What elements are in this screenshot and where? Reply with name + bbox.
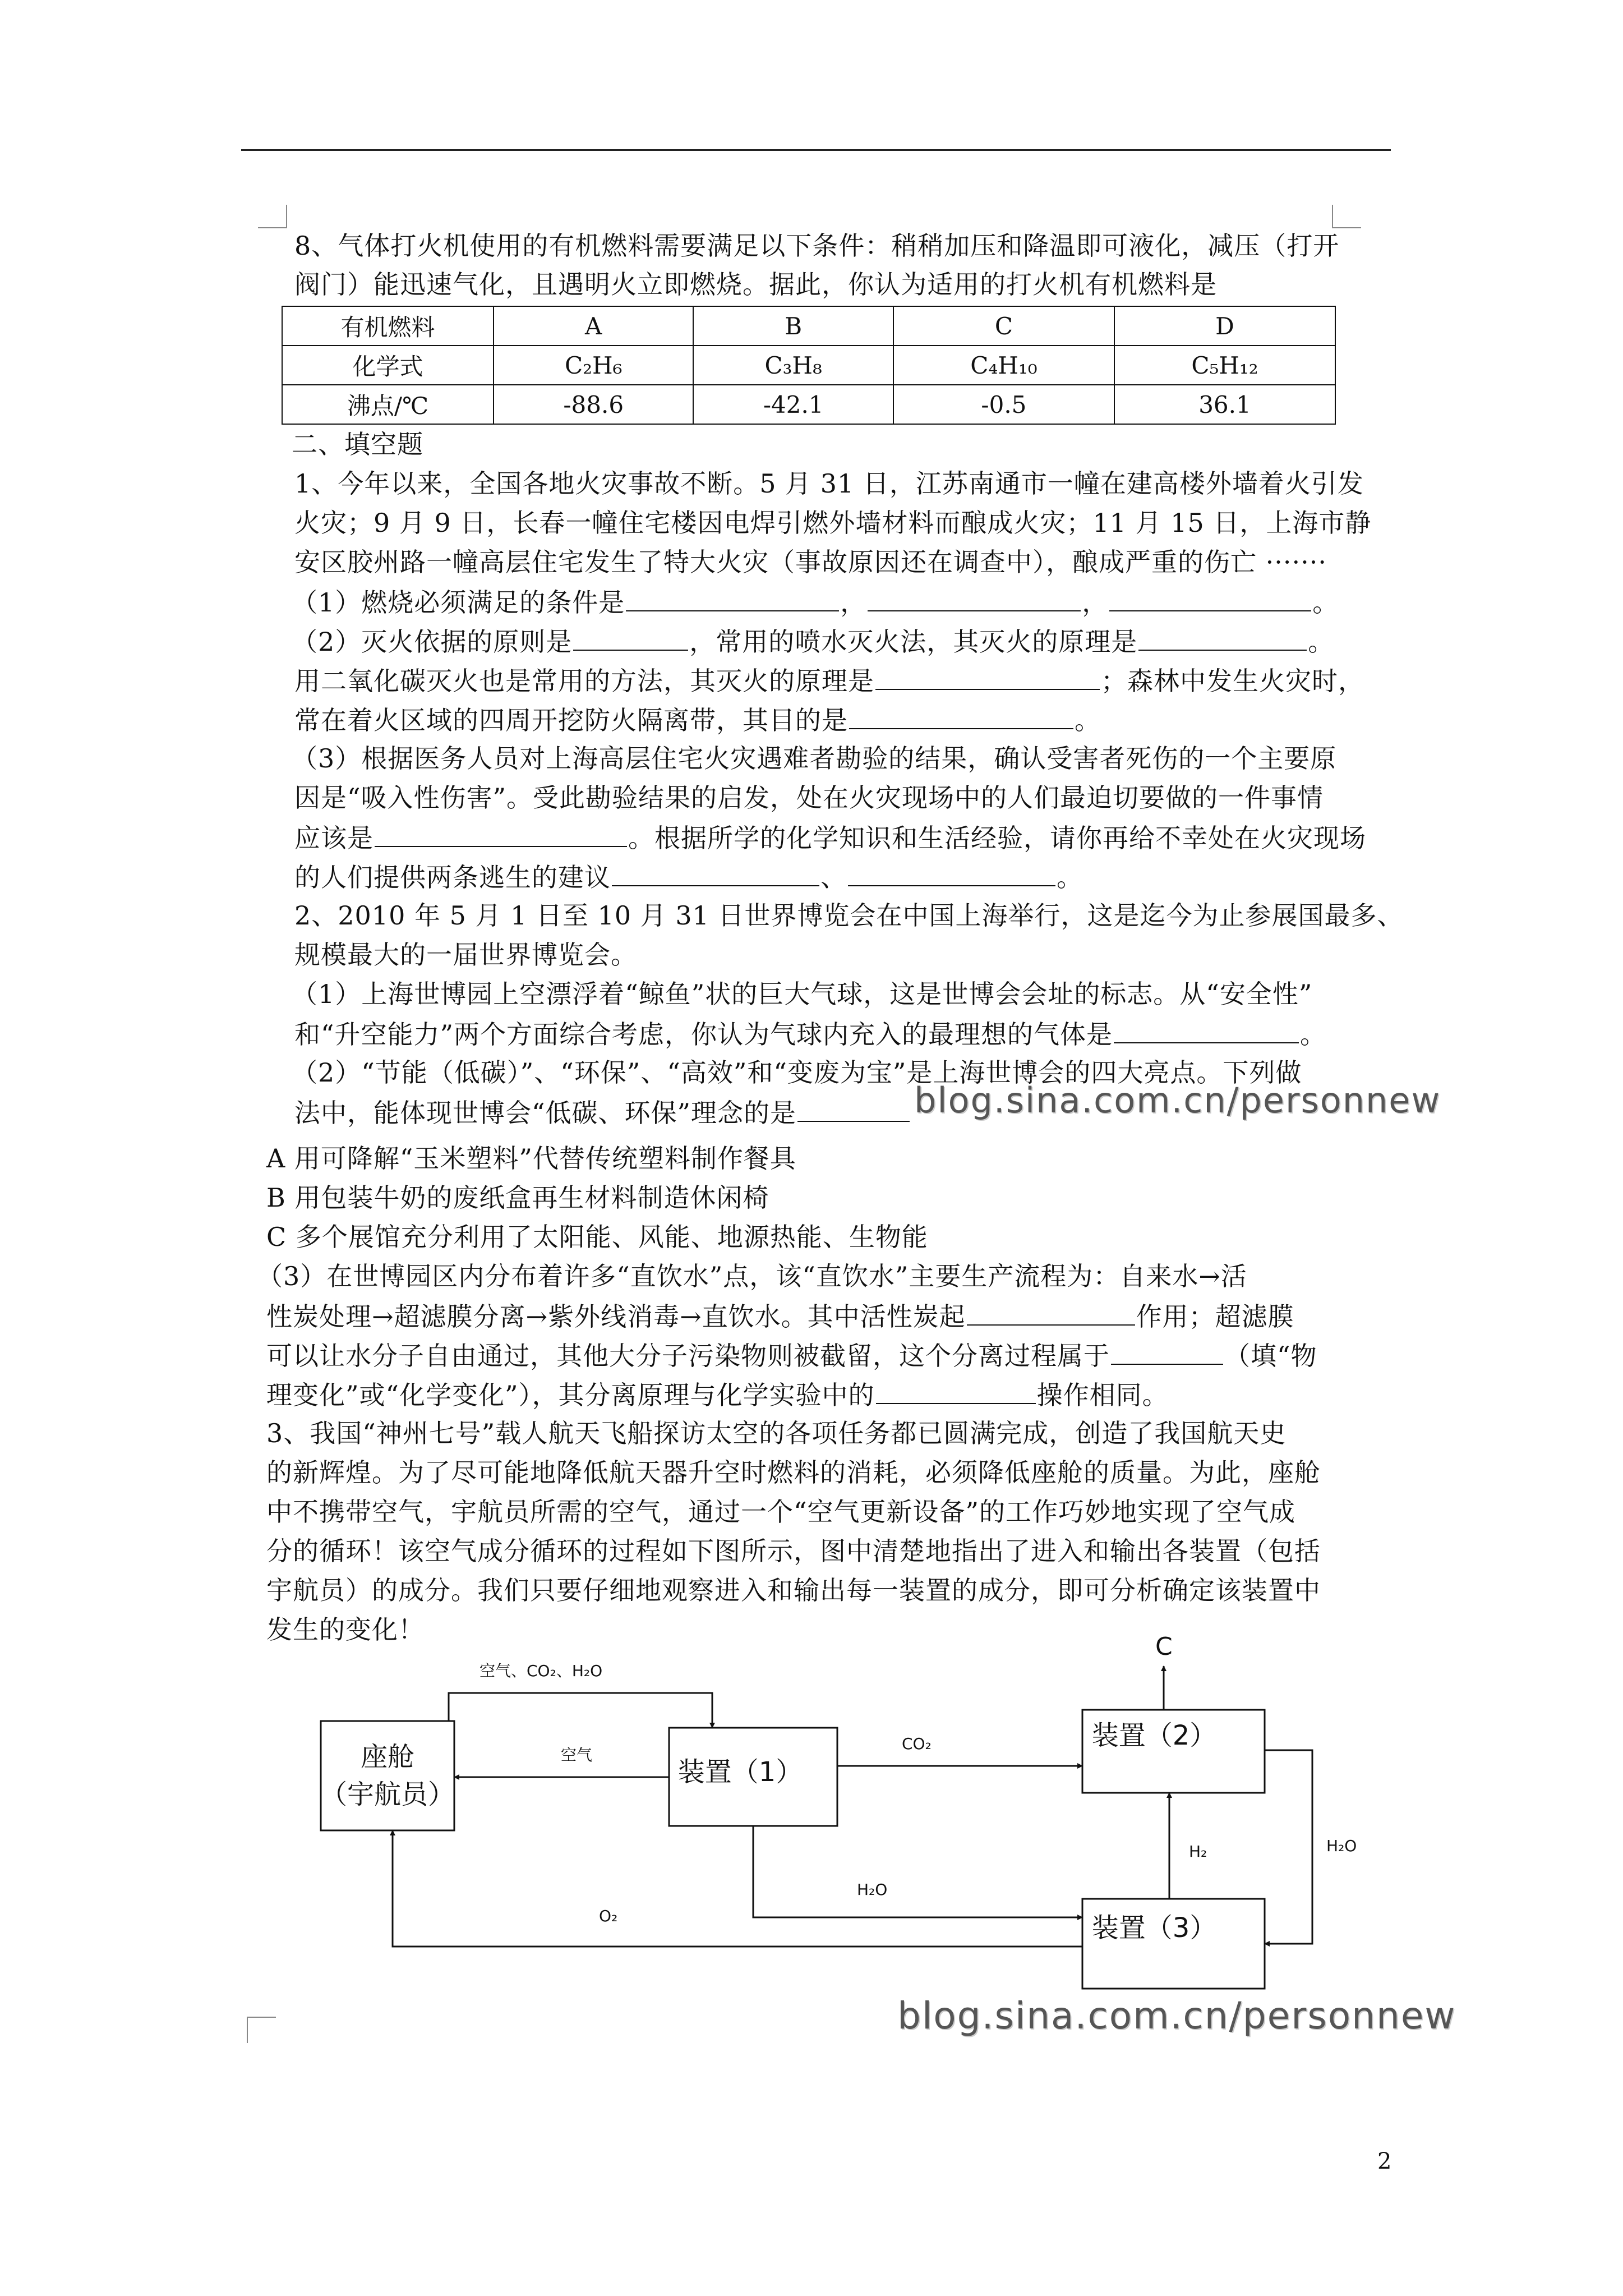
q2-part2-text: 法中，能体现世博会“低碳、环保”理念的是 [294, 1098, 797, 1128]
cabin-label-astronaut: （宇航员） [320, 1779, 455, 1810]
table-cell: -42.1 [693, 385, 893, 424]
flow-arrow [449, 1693, 712, 1728]
table-cell: D [1114, 306, 1335, 346]
q2-part2-line-1: （2）“节能（低碳）”、“环保”、“高效”和“变废为宝”是上海世博会的四大亮点。下列做 [292, 1057, 1302, 1088]
q8-line-2: 阀门）能迅速气化，且遇明火立即燃烧。据此，你认为适用的打火机有机燃料是 [294, 269, 1217, 300]
table-cell: 化学式 [282, 346, 494, 385]
cabin-label: 座舱 [360, 1741, 415, 1773]
q2-part3-text: 性炭处理→超滤膜分离→紫外线消毒→直饮水。其中活性炭起 [266, 1301, 966, 1332]
comma: ， [1082, 587, 1109, 618]
q1-part1-text: （1）燃烧必须满足的条件是 [292, 587, 625, 618]
option-c: C 多个展馆充分利用了太阳能、风能、地源热能、生物能 [266, 1222, 928, 1252]
q2-part1-line-1: （1）上海世博园上空漂浮着“鲸鱼”状的巨大气球，这是世博会会址的标志。从“安全性” [292, 979, 1313, 1009]
cabin-box [321, 1721, 454, 1830]
section-title: 二、填空题 [292, 429, 423, 459]
table-cell: -0.5 [893, 385, 1114, 424]
q2-part3-line-1: （3）在世博园区内分布着许多“直饮水”点，该“直饮水”主要生产流程为：自来水→活 [257, 1261, 1247, 1291]
q1-part2-text: 常在着火区域的四周开挖防火隔离带，其目的是 [294, 705, 848, 735]
q3-line-3: 中不携带空气，宇航员所需的空气，通过一个“空气更新设备”的工作巧妙地实现了空气成 [266, 1497, 1296, 1527]
q1-line-3: 安区胶州路一幢高层住宅发生了特大火灾（事故原因还在调查中），酿成严重的伤亡 ······· [294, 547, 1327, 577]
period: 。 [1300, 1019, 1327, 1050]
device-1-label: 装置（1） [677, 1756, 803, 1788]
table-cell: C₂H₆ [494, 346, 693, 385]
q1-part3-line-1: （3）根据医务人员对上海高层住宅火灾遇难者勘验的结果，确认受害者死伤的一个主要原 [292, 743, 1337, 774]
q2-part3-text: 操作相同。 [1036, 1380, 1169, 1410]
table-cell: C [893, 306, 1114, 346]
device-2-output-label: C [1155, 1632, 1173, 1661]
separator: 、 [820, 862, 847, 892]
watermark: blog.sina.com.cn/personnew [914, 1080, 1441, 1121]
flow-arrow [393, 1830, 1082, 1947]
flow-label-device1-to-device2: CO₂ [902, 1734, 932, 1753]
table-cell: 沸点/℃ [282, 385, 494, 424]
q2-line-1: 2、2010 年 5 月 1 日至 10 月 31 日世界博览会在中国上海举行，这是迄今为止参展国最多、 [294, 900, 1404, 931]
table-cell: C₄H₁₀ [893, 346, 1114, 385]
q3-line-6: 发生的变化！ [266, 1614, 425, 1645]
q1-line-1: 1、今年以来，全国各地火灾事故不断。5 月 31 日，江苏南通市一幢在建高楼外墙着火引发 [294, 468, 1364, 499]
option-a: A 用可降解“玉米塑料”代替传统塑料制作餐具 [266, 1143, 796, 1174]
flow-arrow [753, 1826, 1082, 1917]
watermark: blog.sina.com.cn/personnew [897, 1994, 1456, 2037]
q2-line-2: 规模最大的一届世界博览会。 [294, 940, 637, 970]
table-cell: C₅H₁₂ [1114, 346, 1335, 385]
q2-part3-text: 作用；超滤膜 [1136, 1301, 1294, 1332]
period: 。 [1308, 627, 1335, 657]
flow-label-cabin-to-device1: 空气、CO₂、H₂O [479, 1662, 603, 1680]
q1-part3-line-2: 因是“吸入性伤害”。受此勘验结果的启发，处在火灾现场中的人们最迫切要做的一件事情 [294, 783, 1324, 813]
table-cell: -88.6 [494, 385, 693, 424]
q1-part3-text: 应该是 [294, 823, 374, 853]
period: 。 [1057, 862, 1083, 892]
q8-line-1: 8、气体打火机使用的有机燃料需要满足以下条件：稍稍加压和降温即可液化，减压（打开 [294, 231, 1340, 261]
q1-part2-text: 用二氧化碳灭火也是常用的方法，其灭火的原理是 [294, 666, 874, 696]
device-3-label: 装置（3） [1091, 1912, 1217, 1944]
q3-line-5: 宇航员）的成分。我们只要仔细地观察进入和输出每一装置的成分，即可分析确定该装置中 [266, 1575, 1321, 1605]
period: 。 [1312, 587, 1339, 618]
flow-label-device2-to-device3: H₂O [1326, 1837, 1357, 1855]
comma: ， [840, 587, 867, 618]
q2-part1-text: 和“升空能力”两个方面综合考虑，你认为气球内充入的最理想的气体是 [294, 1019, 1113, 1050]
flow-arrow [1265, 1750, 1312, 1944]
q2-part3-text: （填“物 [1224, 1341, 1317, 1371]
flow-label-device1-to-cabin: 空气 [561, 1746, 593, 1764]
table-cell: A [494, 306, 693, 346]
q1-part2-text: （2）灭火依据的原则是 [292, 627, 573, 657]
q3-line-2: 的新辉煌。为了尽可能地降低航天器升空时燃料的消耗，必须降低座舱的质量。为此，座舱 [266, 1457, 1321, 1488]
q1-part2-text: ，常用的喷水灭火法，其灭火的原理是 [689, 627, 1138, 657]
table-cell: 有机燃料 [282, 306, 494, 346]
q1-part3-text: 的人们提供两条逃生的建议 [294, 862, 611, 892]
flow-label-device1-to-device3: H₂O [857, 1880, 888, 1899]
table-cell: C₃H₈ [693, 346, 893, 385]
q1-part3-text: 。根据所学的化学知识和生活经验，请你再给不幸处在火灾现场 [628, 823, 1366, 853]
device-2-label: 装置（2） [1091, 1720, 1217, 1751]
period: 。 [1075, 705, 1101, 735]
table-cell: B [693, 306, 893, 346]
flow-label-device3-to-device2: H₂ [1189, 1842, 1207, 1861]
flow-label-device3-to-cabin: O₂ [599, 1907, 618, 1925]
q1-part2-text: ；森林中发生火灾时， [1101, 666, 1364, 696]
q3-line-4: 分的循环！该空气成分循环的过程如下图所示，图中清楚地指出了进入和输出各装置（包括 [266, 1536, 1321, 1566]
table-cell: 36.1 [1114, 385, 1335, 424]
q2-part3-text: 理变化”或“化学变化”），其分离原理与化学实验中的 [266, 1380, 875, 1410]
q2-part3-text: 可以让水分子自由通过，其他大分子污染物则被截留，这个分离过程属于 [266, 1341, 1110, 1371]
q1-line-2: 火灾；9 月 9 日，长春一幢住宅楼因电焊引燃外墙材料而酿成火灾；11 月 15 日，上海市静 [294, 508, 1372, 538]
q3-line-1: 3、我国“神州七号”载人航天飞船探访太空的各项任务都已圆满完成，创造了我国航天史 [266, 1418, 1287, 1448]
option-b: B 用包装牛奶的废纸盒再生材料制造休闲椅 [266, 1182, 769, 1213]
page-number: 2 [1377, 2148, 1392, 2174]
